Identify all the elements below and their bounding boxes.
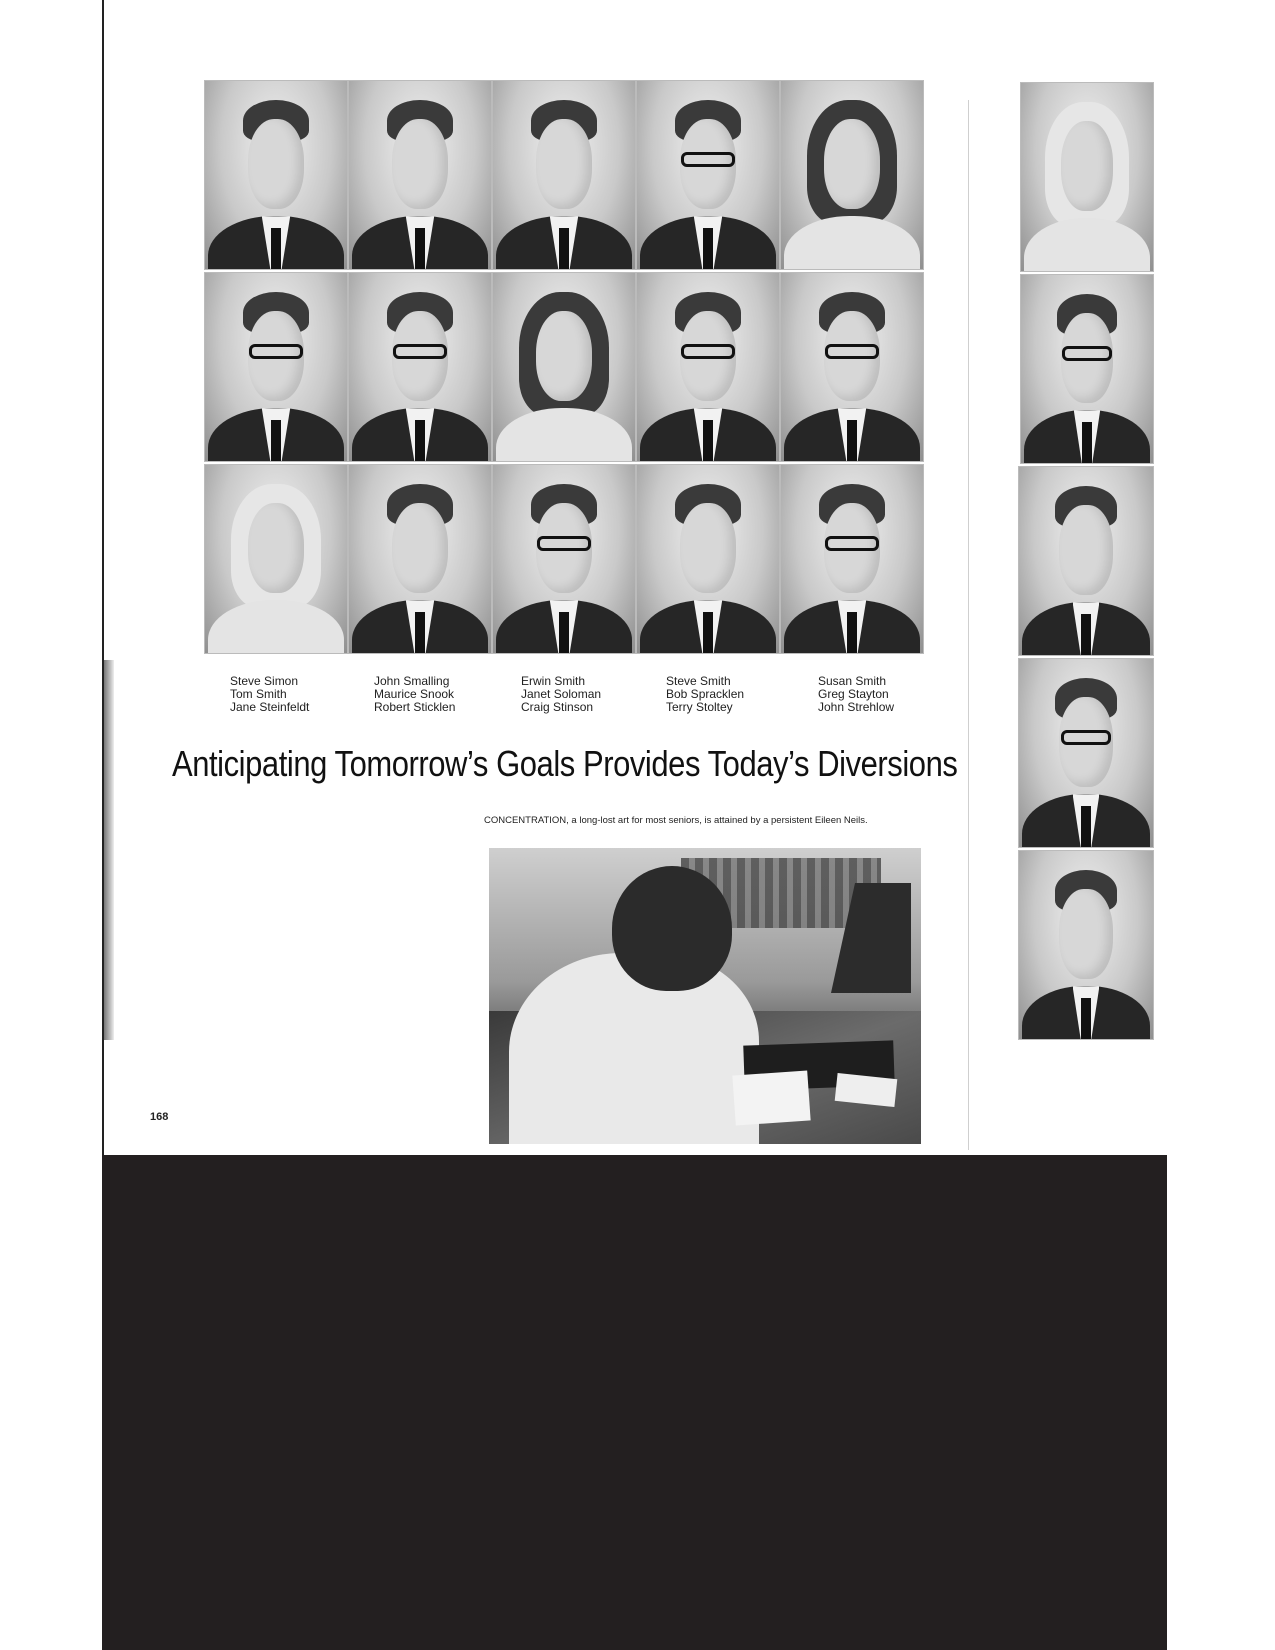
portrait-photo — [204, 272, 348, 462]
name-column — [230, 675, 309, 714]
name-column — [666, 675, 744, 714]
portrait-photo — [780, 272, 924, 462]
page-headline: Anticipating Tomorrow’s Goals Provides Today’s Diversions — [172, 743, 958, 784]
student-name: Tom Smith — [230, 687, 287, 701]
portrait-photo — [636, 272, 780, 462]
student-name: Susan Smith — [818, 674, 887, 688]
name-column — [818, 675, 894, 714]
portrait-photo — [1018, 658, 1154, 848]
student-name: Bob Spracklen — [666, 687, 745, 701]
portrait-photo — [1020, 274, 1154, 464]
portrait-photo — [348, 80, 492, 270]
student-name: John Strehlow — [818, 700, 895, 714]
portrait-photo — [780, 80, 924, 270]
page-number: 168 — [150, 1111, 169, 1123]
portrait-photo — [492, 272, 636, 462]
student-name: Craig Stinson — [521, 700, 594, 714]
portrait-photo — [636, 80, 780, 270]
student-name: Terry Stoltey — [666, 700, 733, 714]
student-name: Maurice Snook — [374, 687, 455, 701]
photo-caption: CONCENTRATION, a long-lost art for most seniors, is attained by a persistent Eileen Neils. — [484, 815, 868, 826]
student-name: Steve Smith — [666, 674, 731, 688]
portrait-photo — [1020, 82, 1154, 272]
student-name: Greg Stayton — [818, 687, 889, 701]
student-name: Steve Simon — [230, 674, 299, 688]
portrait-photo — [1018, 850, 1154, 1040]
portrait-photo — [492, 464, 636, 654]
portrait-photo — [636, 464, 780, 654]
portrait-photo — [348, 272, 492, 462]
name-column — [521, 675, 601, 714]
portrait-photo — [492, 80, 636, 270]
student-name: John Smalling — [374, 674, 450, 688]
name-column — [374, 675, 455, 714]
portrait-photo — [204, 80, 348, 270]
student-name: Janet Soloman — [521, 687, 602, 701]
binding-edge — [104, 660, 114, 1040]
portrait-photo — [1018, 466, 1154, 656]
scan-background-band — [102, 1155, 1167, 1650]
student-name: Erwin Smith — [521, 674, 586, 688]
portrait-photo — [204, 464, 348, 654]
student-name: Jane Steinfeldt — [230, 700, 310, 714]
feature-photo — [489, 848, 921, 1144]
portrait-photo — [780, 464, 924, 654]
student-name: Robert Sticklen — [374, 700, 456, 714]
gutter-line — [968, 100, 969, 1150]
portrait-photo — [348, 464, 492, 654]
